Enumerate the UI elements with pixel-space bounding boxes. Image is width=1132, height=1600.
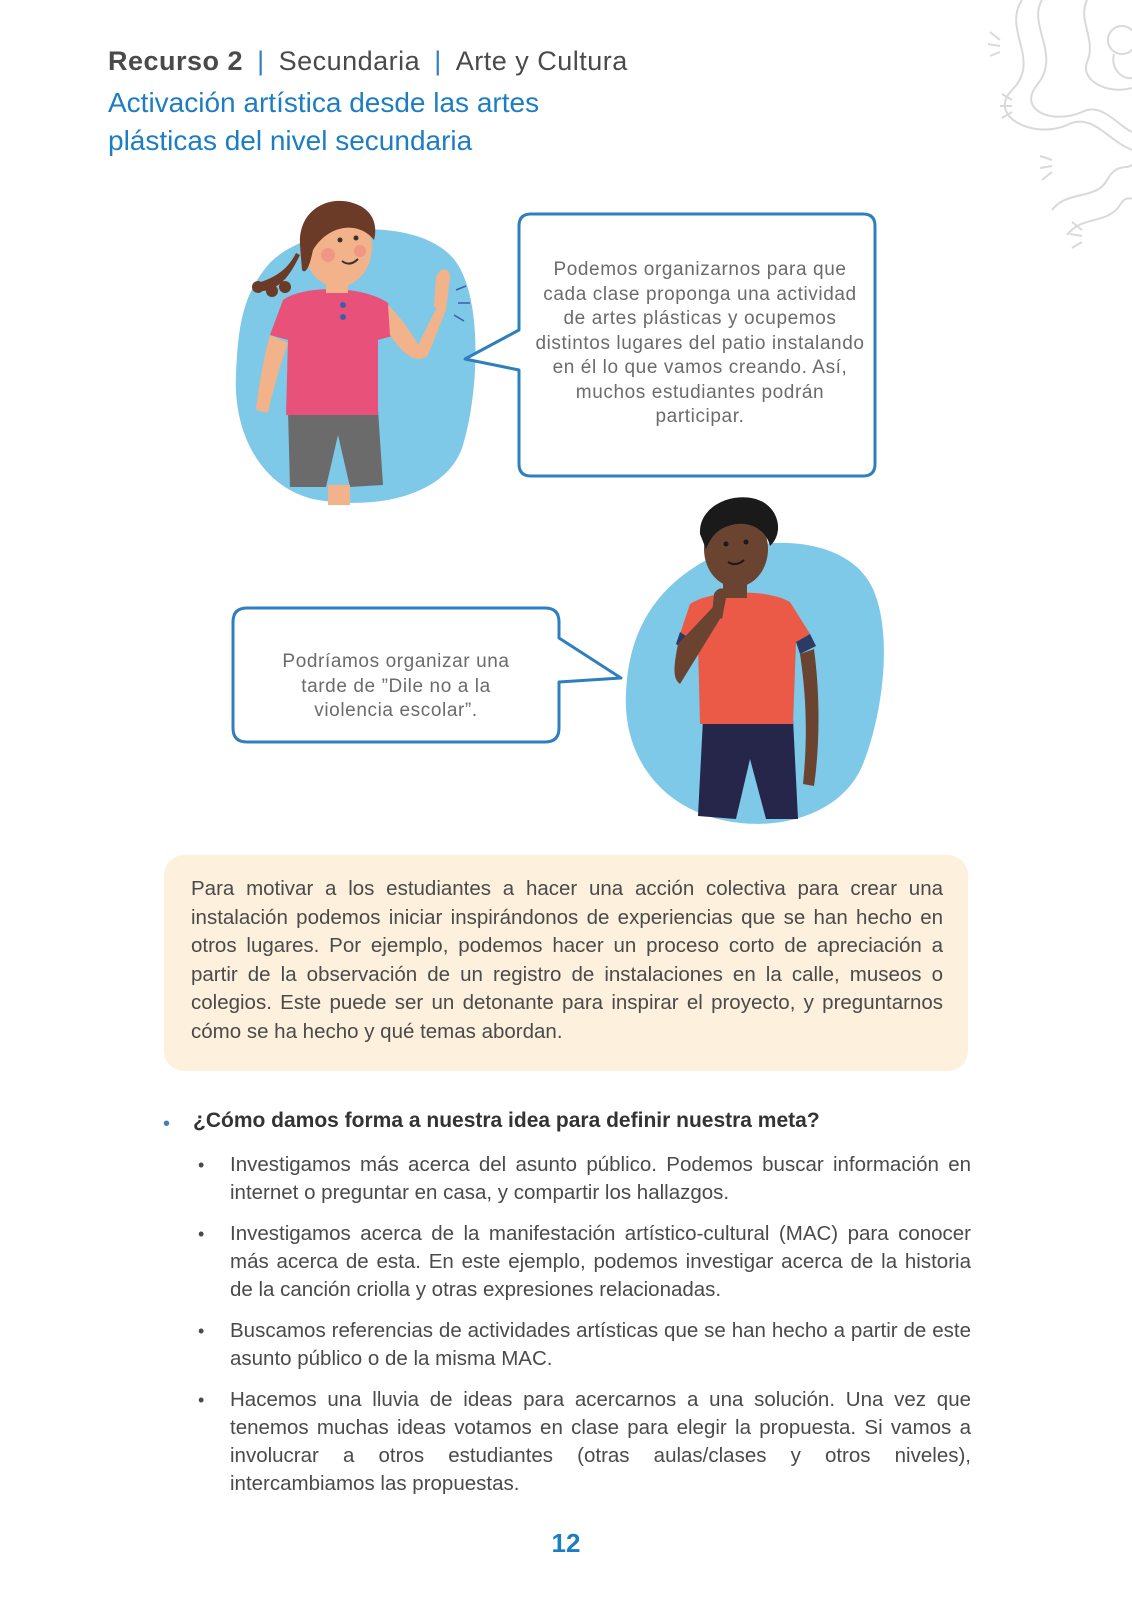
decorative-line-art-icon bbox=[892, 0, 1132, 270]
section-question: ¿Cómo damos forma a nuestra idea para definir nuestra meta? bbox=[193, 1109, 820, 1132]
page-title-line-2: plásticas del nivel secundaria bbox=[108, 125, 473, 156]
list-item bbox=[196, 1151, 971, 1207]
list-item bbox=[196, 1220, 971, 1304]
bullet-dot-icon: • bbox=[163, 1113, 171, 1135]
list-item bbox=[196, 1386, 971, 1498]
list-item bbox=[196, 1317, 971, 1373]
list-item-text: Buscamos referencias de actividades artísticas que se han hecho a partir de este asunto público o de la misma MAC. bbox=[230, 1319, 971, 1370]
page-number: 12 bbox=[551, 1528, 581, 1558]
bullet-dot-icon: • bbox=[198, 1321, 205, 1341]
header-breadcrumb bbox=[108, 46, 628, 77]
resource-label: Recurso 2 bbox=[108, 46, 244, 76]
list-item-text: Investigamos más acerca del asunto público. Podemos buscar información en internet o preguntar en casa, y compartir los hallazgos. bbox=[230, 1153, 971, 1204]
speech-text-girl: Podemos organizarnos para que cada clase proponga una actividad de artes plásticas y ocupemos distintos lugares del patio instalando en él lo que vamos creando. Así, muchos estudiantes podrán participar. bbox=[535, 259, 865, 427]
list-item-text: Hacemos una lluvia de ideas para acercarnos a una solución. Una vez que tenemos muchas ideas votamos en clase para elegir la propuesta. Si vamos a involucrar a otros estudiantes (otras aulas/clases y otros niveles), intercambiamos las propuestas. bbox=[230, 1388, 971, 1495]
bullet-dot-icon: • bbox=[198, 1390, 205, 1410]
bullet-dot-icon: • bbox=[198, 1155, 205, 1175]
callout-box bbox=[164, 855, 968, 1071]
header-separator: | bbox=[434, 46, 442, 76]
header-separator: | bbox=[257, 46, 265, 76]
bullet-dot-icon: • bbox=[198, 1224, 205, 1244]
boy-illustration bbox=[618, 494, 888, 834]
list-item-text: Investigamos acerca de la manifestación artístico-cultural (MAC) para conocer más acerca de esta. En este ejemplo, podemos investigar acerca de la historia de la canción criolla y otras expresiones relacionadas. bbox=[230, 1222, 971, 1301]
speech-text-boy: Podríamos organizar una tarde de ”Dile no a la violencia escolar”. bbox=[282, 651, 510, 721]
page-title bbox=[108, 84, 668, 160]
page-title-line-1: Activación artística desde las artes bbox=[108, 87, 540, 118]
callout-text: Para motivar a los estudiantes a hacer una acción colectiva para crear una instalación podemos iniciar inspirándonos de experiencias que se han hecho en otros lugares. Por ejemplo, podemos hacer un proceso corto de apreciación a partir de la observación de un registro de instalaciones en la calle, museos o colegios. Este puede ser un detonante para inspirar el proyecto, y preguntarnos cómo se ha hecho y qué temas abordan. bbox=[191, 877, 943, 1043]
girl-illustration bbox=[228, 195, 488, 510]
area-label: Arte y Cultura bbox=[455, 46, 628, 76]
level-label: Secundaria bbox=[278, 46, 421, 76]
steps-list bbox=[196, 1151, 971, 1511]
